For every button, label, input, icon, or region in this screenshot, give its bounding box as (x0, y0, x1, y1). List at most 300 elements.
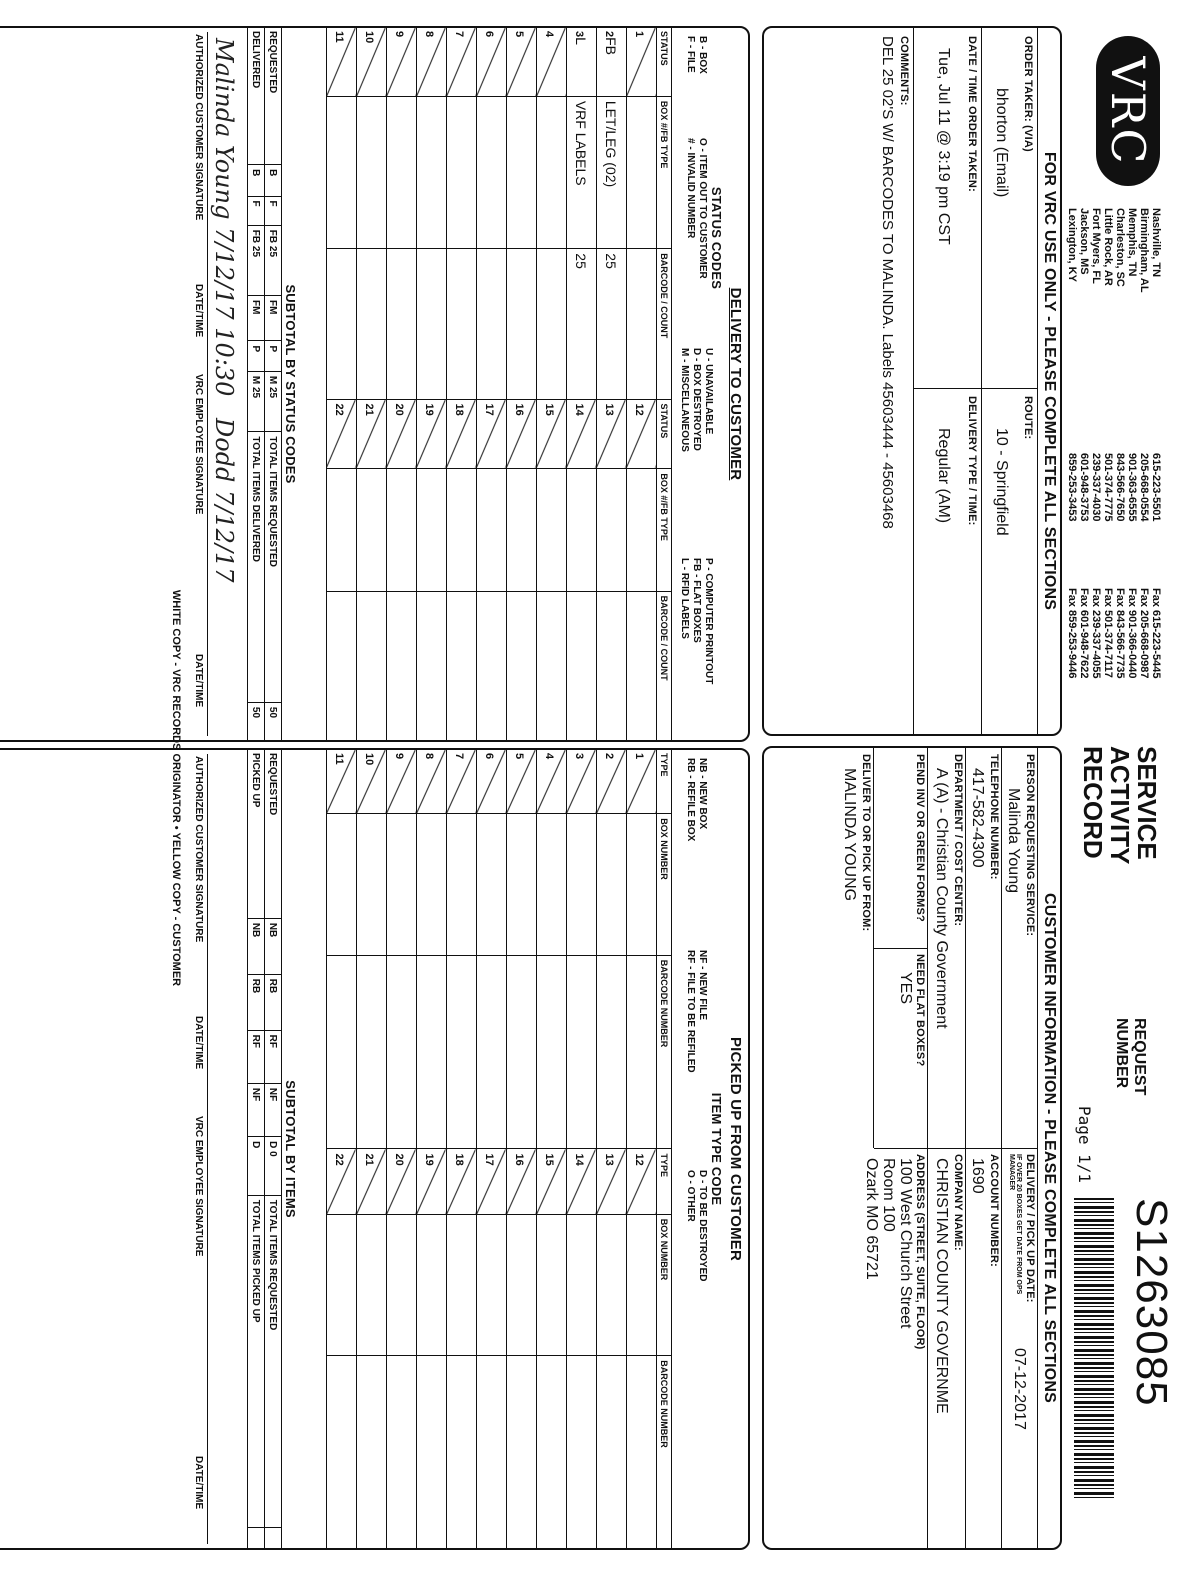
item-codes-col2 (684, 950, 708, 1073)
row-box-number (507, 814, 537, 956)
customer-heading: CUSTOMER INFORMATION - PLEASE COMPLETE ALL SECTIONS (1041, 892, 1058, 1404)
row-number: 2 (603, 753, 616, 760)
row-number: 21 (363, 403, 376, 416)
row-box-number (327, 814, 357, 956)
row-type-cell (567, 1149, 597, 1214)
row-barcode (567, 1356, 597, 1550)
row-box-number (357, 1214, 387, 1356)
table-row (567, 27, 597, 742)
location-city: Lexington, KY (1066, 208, 1078, 282)
row-number: 17 (483, 403, 496, 416)
person-label: PERSON REQUESTING SERVICE: (1024, 754, 1036, 937)
row-number: 16 (513, 403, 526, 416)
table-row (417, 749, 447, 1550)
row-number: 18 (453, 403, 466, 416)
row-box-number (627, 1214, 657, 1356)
location-phone: 843-566-7650 (1114, 453, 1126, 522)
row-count (597, 591, 627, 741)
row-box-number (357, 814, 387, 956)
row-type-cell (627, 1149, 657, 1214)
row-type-cell (477, 749, 507, 814)
route-value: 10 - Springfield (993, 428, 1010, 536)
location-city: Memphis, TN (1126, 208, 1138, 277)
code-item: # - INVALID NUMBER (685, 138, 696, 239)
row-count (357, 591, 387, 741)
row-type (597, 469, 627, 591)
row-box-number (447, 814, 477, 956)
col-type: TYPE (657, 1149, 672, 1214)
row-type (327, 469, 357, 591)
row-type-cell (417, 1149, 447, 1214)
table-row (597, 27, 627, 742)
row-status-cell (507, 399, 537, 469)
row-barcode (627, 1356, 657, 1550)
row-status-cell (597, 399, 627, 469)
sig-label: AUTHORIZED CUSTOMER SIGNATURE (193, 34, 204, 221)
code-item: NF - NEW FILE (697, 950, 708, 1020)
row-status-cell (477, 399, 507, 469)
pickup-section (0, 748, 750, 1550)
row-status-cell (417, 399, 447, 469)
location-city: Little Rock, AR (1102, 208, 1114, 286)
row-type (357, 469, 387, 591)
customer-info-section (762, 746, 1062, 1550)
table-row (357, 749, 387, 1550)
code-item: RF - FILE TO BE REFILED (685, 950, 696, 1073)
row-number: 5 (513, 753, 526, 760)
row-count (387, 249, 417, 399)
location-fax: Fax 843-566-7735 (1114, 588, 1126, 679)
row-type-cell (327, 749, 357, 814)
table-row (477, 27, 507, 742)
row-number: 19 (423, 1153, 436, 1166)
row-number: 4 (543, 753, 556, 760)
row-box-number (387, 1214, 417, 1356)
address-label: ADDRESS (STREET, SUITE, FLOOR) (914, 1154, 926, 1350)
row-count (327, 249, 357, 399)
location-city: Birmingham, AL (1138, 208, 1150, 293)
row-box-number (627, 814, 657, 956)
row-number: 20 (393, 403, 406, 416)
row-type-cell (537, 749, 567, 814)
location-fax: Fax 501-374-7117 (1102, 588, 1114, 678)
location-phone: 501-374-7775 (1102, 453, 1114, 522)
telephone-value: 417-582-4300 (969, 768, 986, 868)
table-row (507, 749, 537, 1550)
row-box-number (477, 1214, 507, 1356)
subtotal-total-value (248, 1528, 265, 1550)
subtotal-cell: NB (265, 918, 282, 974)
delivery-subtotal-table (247, 26, 282, 742)
item-codes-col1 (684, 758, 708, 841)
row-status-cell (387, 399, 417, 469)
logo-text: VRC (1101, 56, 1155, 166)
row-box-number (417, 1214, 447, 1356)
col-status: STATUS (657, 399, 672, 469)
status-codes-col4 (678, 558, 714, 684)
delivery-date-value: 07-12-2017 (1011, 1348, 1028, 1430)
department-value: A (A) - Christian County Government (933, 768, 950, 1029)
row-barcode (597, 1356, 627, 1550)
row-box-number (507, 1214, 537, 1356)
row-status-cell (477, 27, 507, 97)
route-label: ROUTE: (1022, 396, 1034, 440)
telephone-label: TELEPHONE NUMBER: (988, 754, 1000, 880)
table-row (537, 749, 567, 1550)
pickup-subtotal-table (247, 748, 282, 1550)
row-number: 7 (453, 753, 466, 760)
row-number: 8 (423, 753, 436, 760)
subtotal-cell: M 25 (265, 371, 282, 432)
sig-label: DATE/TIME (193, 1016, 204, 1070)
location-phone: 239-337-4030 (1090, 453, 1102, 522)
col-box-type: BOX #/FB TYPE (657, 469, 672, 591)
row-type-cell (387, 749, 417, 814)
code-item: RB - REFILE BOX (685, 758, 696, 842)
table-row (567, 749, 597, 1550)
sig-label: VRC EMPLOYEE SIGNATURE (193, 374, 204, 515)
order-taker-value: bhorton (Email) (993, 88, 1010, 198)
subtotal-row (248, 749, 265, 1550)
row-count: 25 (567, 249, 597, 399)
code-item: NB - NEW BOX (697, 758, 708, 830)
subtotal-cell: D 0 (265, 1137, 282, 1196)
delivery-type-label: DELIVERY TYPE / TIME: (966, 396, 978, 526)
row-type (507, 469, 537, 591)
row-type (447, 469, 477, 591)
row-type-cell (417, 749, 447, 814)
company-value: CHRISTIAN COUNTY GOVERNME (933, 1158, 950, 1414)
row-status-cell (447, 27, 477, 97)
code-item: B - BOX (697, 36, 708, 74)
row-number: 3 (573, 753, 586, 760)
row-box-number (597, 1214, 627, 1356)
subtotal-label: REQUESTED (265, 749, 282, 919)
row-number: 6 (483, 753, 496, 760)
comments-label: COMMENTS: (898, 36, 910, 106)
row-type (327, 96, 357, 248)
table-row (537, 27, 567, 742)
account-value: 1690 (969, 1158, 986, 1194)
row-barcode (537, 1356, 567, 1550)
location-phone: 901-363-6555 (1126, 453, 1138, 522)
row-number: 21 (363, 1153, 376, 1166)
row-box-number (537, 1214, 567, 1356)
status-codes-col1 (684, 36, 708, 74)
row-barcode (357, 1356, 387, 1550)
location-fax: Fax 615-223-5445 (1150, 588, 1162, 679)
table-row (327, 749, 357, 1550)
row-status-cell (597, 27, 627, 97)
status-codes-col3 (678, 348, 714, 452)
subtotal-total-value: 50 (248, 702, 265, 741)
subtotal-cell: RB (265, 974, 282, 1030)
row-box-number (447, 1214, 477, 1356)
row-number: 9 (393, 31, 406, 38)
row-count (507, 591, 537, 741)
subtotal-cell: B (248, 165, 265, 196)
pickup-table-header (657, 749, 672, 1550)
table-row (477, 749, 507, 1550)
item-type-title: ITEM TYPE CODE (709, 1092, 724, 1206)
subtotal-total-label: TOTAL ITEMS REQUESTED (265, 432, 282, 703)
subtotal-cell: M 25 (248, 371, 265, 432)
status-codes-col2 (684, 138, 708, 279)
row-type-cell (477, 1149, 507, 1214)
code-item: D - BOX DESTROYED (691, 348, 702, 451)
subtotal-cell: P (265, 341, 282, 371)
row-number: 17 (483, 1153, 496, 1166)
address-lines (863, 1158, 914, 1328)
request-number-label: REQUEST NUMBER (1113, 1018, 1148, 1096)
code-item: O - OTHER (685, 1170, 696, 1222)
sig-label: DATE/TIME (193, 1456, 204, 1510)
row-status-cell (327, 27, 357, 97)
subtotal-cell: D (248, 1137, 265, 1196)
barcode-graphic (1074, 1198, 1114, 1498)
row-type (567, 469, 597, 591)
code-item: U - UNAVAILABLE (703, 348, 714, 435)
col-barcode-count: BARCODE / COUNT (657, 591, 672, 741)
row-barcode (357, 955, 387, 1149)
pickup-table (326, 748, 672, 1550)
row-box-number (477, 814, 507, 956)
subtotal-cell: B (265, 165, 282, 196)
flat-label: NEED FLAT BOXES? (914, 954, 926, 1067)
row-type (627, 469, 657, 591)
subtotal-cell: RF (248, 1030, 265, 1083)
delivery-section (0, 26, 750, 742)
delivery-subtotal-title: SUBTOTAL BY STATUS CODES (283, 284, 298, 484)
subtotal-cell: FM (265, 296, 282, 341)
row-count (417, 591, 447, 741)
row-number: 19 (423, 403, 436, 416)
row-barcode (477, 955, 507, 1149)
customer-signature: Malinda Young 7/12/17 10:30 (210, 38, 238, 397)
row-count (477, 249, 507, 399)
row-number: 13 (603, 403, 616, 416)
row-number: 12 (633, 1153, 646, 1166)
row-type (537, 469, 567, 591)
code-item: M - MISCELLANEOUS (679, 348, 690, 452)
person-value: Malinda Young (1005, 788, 1022, 893)
subtotal-cell: FB 25 (265, 225, 282, 295)
row-type (477, 469, 507, 591)
location-faxes (1066, 588, 1162, 708)
subtotal-row (265, 27, 282, 742)
subtotal-total-value (265, 1528, 282, 1550)
row-number: 18 (453, 1153, 466, 1166)
row-type: LET/LEG (02) (597, 96, 627, 248)
footer-copy-note: WHITE COPY - VRC RECORDS ORIGINATOR • YELLOW COPY - CUSTOMER (170, 589, 182, 987)
row-status-cell (567, 399, 597, 469)
subtotal-cell: FM (248, 296, 265, 341)
location-cities (1066, 208, 1162, 338)
subtotal-label: PICKED UP (248, 749, 265, 919)
subtotal-total-label: TOTAL ITEMS REQUESTED (265, 1195, 282, 1528)
row-type-cell (597, 749, 627, 814)
sig-label: DATE/TIME (193, 284, 204, 338)
row-barcode (327, 955, 357, 1149)
row-number: 5 (513, 31, 526, 38)
row-box-number (597, 814, 627, 956)
location-city: Fort Myers, FL (1090, 208, 1102, 284)
row-barcode (387, 1356, 417, 1550)
row-barcode (507, 955, 537, 1149)
location-fax: Fax 601-948-7622 (1078, 588, 1090, 679)
row-type-cell (357, 749, 387, 814)
record-title (1079, 746, 1160, 864)
row-type-cell (327, 1149, 357, 1214)
row-number: 2 (603, 31, 616, 38)
row-number: 13 (603, 1153, 616, 1166)
service-activity-record (0, 18, 1190, 1558)
flat-value: YES (897, 972, 914, 1005)
row-count (447, 249, 477, 399)
row-type-cell (357, 1149, 387, 1214)
row-number: 16 (513, 1153, 526, 1166)
row-count: 25 (597, 249, 627, 399)
row-count (627, 249, 657, 399)
row-barcode (447, 955, 477, 1149)
title-line: ACTIVITY (1105, 746, 1135, 865)
row-number: 15 (543, 403, 556, 416)
subtotal-total-label: TOTAL ITEMS PICKED UP (248, 1195, 265, 1528)
row-status-cell (537, 399, 567, 469)
row-count (477, 591, 507, 741)
page-label: Page 1/1 (1075, 1106, 1094, 1184)
location-phone: 205-668-0554 (1138, 453, 1150, 522)
subtotal-row (248, 27, 265, 742)
row-number: 14 (573, 403, 586, 416)
row-barcode (567, 955, 597, 1149)
code-item: P - COMPUTER PRINTOUT (703, 558, 714, 685)
row-count (567, 591, 597, 741)
order-taker-label: ORDER TAKER: (VIA) (1022, 36, 1034, 152)
table-row (627, 749, 657, 1550)
address-line: Ozark MO 65721 (863, 1158, 880, 1280)
row-barcode (507, 1356, 537, 1550)
row-type-cell (387, 1149, 417, 1214)
row-number: 11 (333, 31, 346, 43)
department-label: DEPARTMENT / COST CENTER: (952, 754, 964, 927)
subtotal-cell: F (248, 196, 265, 225)
row-count (357, 249, 387, 399)
row-number: 1 (633, 753, 646, 760)
sig-label: DATE/TIME (193, 654, 204, 708)
row-type (627, 96, 657, 248)
row-type-cell (447, 1149, 477, 1214)
subtotal-cell: NF (248, 1083, 265, 1136)
location-phones (1066, 453, 1162, 553)
col-barcode-number: BARCODE NUMBER (657, 1356, 672, 1550)
status-codes-title: STATUS CODES (709, 186, 724, 290)
code-item: O - ITEM OUT TO CUSTOMER (697, 138, 708, 279)
row-barcode (387, 955, 417, 1149)
location-phone: 859-253-3453 (1066, 453, 1078, 522)
pend-label: PEND INV OR GREEN FORMS? (914, 754, 926, 922)
datetime-value: Tue, Jul 11 @ 3:19 pm CST (935, 48, 952, 245)
row-barcode (327, 1356, 357, 1550)
row-type (477, 96, 507, 248)
table-row (507, 27, 537, 742)
row-status-cell (447, 399, 477, 469)
row-type (447, 96, 477, 248)
delivery-heading: DELIVERY TO CUSTOMER (727, 287, 744, 481)
subtotal-cell: P (248, 341, 265, 371)
table-row (627, 27, 657, 742)
subtotal-label: REQUESTED (265, 27, 282, 165)
location-fax: Fax 205-668-0987 (1138, 588, 1150, 679)
row-number: 4 (543, 31, 556, 38)
subtotal-cell: F (265, 196, 282, 225)
sig-label: VRC EMPLOYEE SIGNATURE (193, 1116, 204, 1257)
row-type-cell (507, 749, 537, 814)
col-status: STATUS (657, 27, 672, 97)
row-number: 9 (393, 753, 406, 760)
row-status-cell (387, 27, 417, 97)
subtotal-row (265, 749, 282, 1550)
subtotal-cell: NB (248, 918, 265, 974)
row-status-cell (327, 399, 357, 469)
row-status-cell (357, 27, 387, 97)
row-count (627, 591, 657, 741)
row-number: 20 (393, 1153, 406, 1166)
code-item: FB - FLAT BOXES (691, 558, 702, 643)
col-box-type: BOX #/FB TYPE (657, 96, 672, 248)
row-box-number (567, 814, 597, 956)
row-number: 11 (333, 753, 346, 765)
subtotal-cell: NF (265, 1083, 282, 1136)
table-row (447, 27, 477, 742)
pickup-subtotal-title: SUBTOTAL BY ITEMS (283, 1080, 298, 1218)
row-number: 14 (573, 1153, 586, 1166)
row-number: 22 (333, 403, 346, 416)
vrc-use-section (762, 26, 1062, 736)
row-type (507, 96, 537, 248)
location-fax: Fax 901-366-0440 (1126, 588, 1138, 679)
row-barcode (417, 1356, 447, 1550)
table-row (387, 749, 417, 1550)
delivery-type-value: Regular (AM) (935, 428, 952, 524)
code-item: L - RFID LABELS (679, 558, 690, 639)
row-status-cell (567, 27, 597, 97)
table-row (597, 749, 627, 1550)
col-box-number: BOX NUMBER (657, 814, 672, 956)
vrc-use-heading: FOR VRC USE ONLY - PLEASE COMPLETE ALL SECTIONS (1041, 151, 1058, 611)
request-id: S1263085 (1127, 1198, 1176, 1407)
row-type (387, 96, 417, 248)
datetime-label: DATE / TIME ORDER TAKEN: (966, 36, 978, 192)
row-number: 22 (333, 1153, 346, 1166)
row-number: 3 (573, 31, 586, 38)
row-type-cell (537, 1149, 567, 1214)
table-row (417, 27, 447, 742)
table-row (327, 27, 357, 742)
subtotal-cell: FB 25 (248, 225, 265, 295)
col-barcode-count: BARCODE / COUNT (657, 249, 672, 399)
row-status: FB (603, 37, 620, 56)
row-number: 1 (633, 31, 646, 38)
row-type: VRF LABELS (567, 96, 597, 248)
row-count (327, 591, 357, 741)
row-barcode (597, 955, 627, 1149)
table-row (447, 749, 477, 1550)
col-barcode-number: BARCODE NUMBER (657, 955, 672, 1149)
title-line: RECORD (1078, 746, 1108, 859)
row-count (387, 591, 417, 741)
row-type (417, 96, 447, 248)
